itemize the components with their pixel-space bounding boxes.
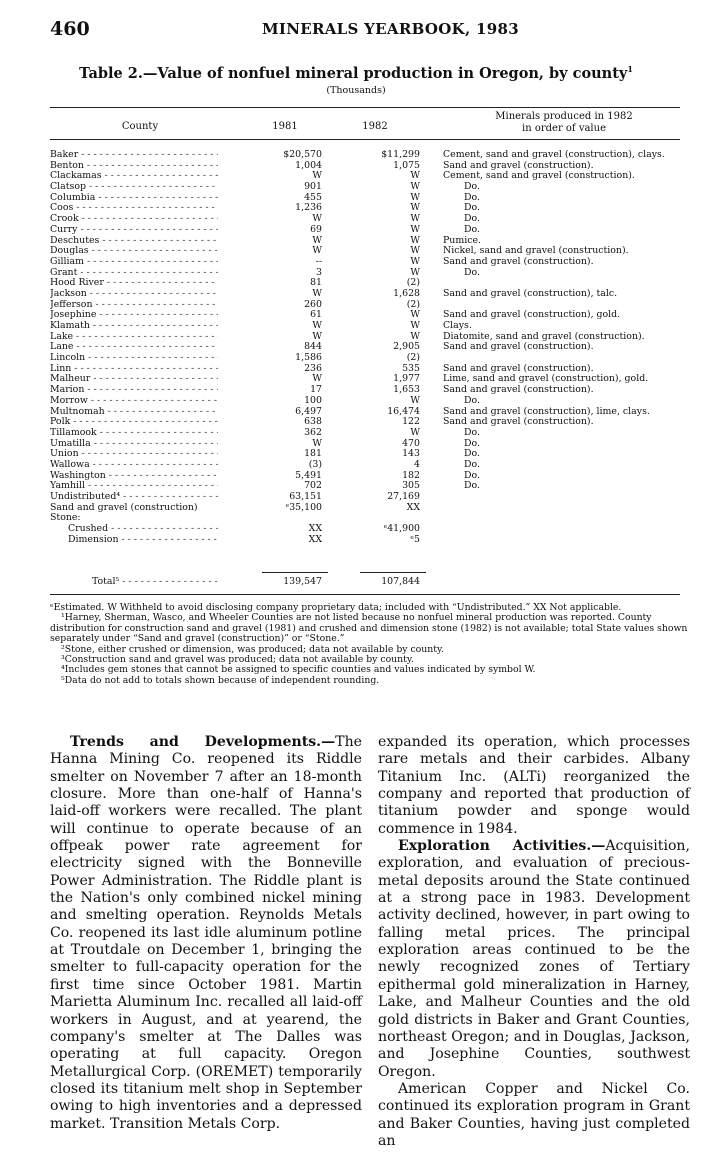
minerals-cell: Do. <box>464 181 480 193</box>
minerals-cell: Pumice. <box>443 234 482 246</box>
table-row <box>50 246 690 257</box>
minerals-cell: Do. <box>464 437 480 449</box>
minerals-cell: Diatomite, sand and gravel (construction). <box>443 330 645 342</box>
county-cell: Crook - - - <box>50 214 218 225</box>
paragraph-text: Acquisition, exploration, and evaluation of precious-metal deposits around the State continued at a strong pace in 1983. Development activity declined, however, in part owing to falling metal prices. The principal exploration areas continued to be the newly recognized zones of Tertiary epithermal gold mineralization in Harney, Lake, and Malheur Counties and the old gold districts in Baker and Grant Counties, northeast Oregon; and in Douglas, Jackson, and Josephine Counties, southwest Oregon. <box>378 838 690 1080</box>
table-row <box>50 428 690 439</box>
value-1982-cell: XX <box>406 501 420 513</box>
value-1982-cell: W <box>410 245 420 257</box>
table-row <box>50 460 690 471</box>
table-row <box>50 439 690 450</box>
value-1982-cell: W <box>410 255 420 267</box>
table-row <box>50 513 690 524</box>
county-cell: Columbia - - - <box>50 193 218 204</box>
minerals-cell: Do. <box>464 202 480 214</box>
county-cell: Benton - - - <box>50 161 218 172</box>
table-title <box>0 64 712 82</box>
value-1982-cell: 470 <box>402 437 420 449</box>
total-rule-1981 <box>262 572 328 573</box>
value-1982-cell: W <box>410 170 420 182</box>
value-1981-cell: 61 <box>310 309 322 321</box>
value-1981-cell: W <box>312 287 322 299</box>
table-header-rule <box>50 139 680 140</box>
value-1982-cell: 1,653 <box>393 384 420 396</box>
table-row <box>50 182 690 193</box>
table-row <box>50 396 690 407</box>
value-1982-cell: 1,977 <box>393 373 420 385</box>
county-cell: Sand and gravel (construction) <box>50 502 198 513</box>
value-1981-cell: 901 <box>304 181 322 193</box>
value-1981-cell: 5,491 <box>295 469 322 481</box>
minerals-cell: Do. <box>464 223 480 235</box>
table-row <box>50 385 690 396</box>
value-1981-cell: W <box>312 213 322 225</box>
value-1981-cell: XX <box>308 523 322 535</box>
minerals-cell: Nickel, sand and gravel (construction). <box>443 245 629 257</box>
county-cell: Umatilla - - - <box>50 439 218 450</box>
header-minerals-line2: in order of value <box>522 123 606 134</box>
value-1981-cell: W <box>312 245 322 257</box>
value-1982-cell: 2,905 <box>393 341 420 353</box>
value-1982-cell: 182 <box>402 469 420 481</box>
page-number: 460 <box>50 18 90 40</box>
table-row <box>50 171 690 182</box>
county-cell: Coos - - - <box>50 203 218 214</box>
paragraph-text: The Hanna Mining Co. reopened its Riddle smelter on November 7 after an 18-month closure. More than one-half of Hanna's laid-off workers were recalled. The plant will continue to operate because of an offpeak power rate agreement for electricity signed with the Bonneville Power Administration. The Riddle plant is the Nation's only combined nickel mining and smelting operation. Reynolds Metals Co. reopened its last idle aluminum potline at Troutdale on December 1, bringing the smelter to full-capacity operation for the first time since October 1981. Martin Marietta Aluminum Inc. recalled all laid-off workers in August, and at yearend, the company's smelter at The Dalles was operating at full capacity. Oregon Metallurgical Corp. (OREMET) temporarily closed its titanium melt shop in September owing to high inventories and a depressed market. Transition Metals Corp. <box>50 734 362 1132</box>
table-row <box>50 492 690 503</box>
value-1982-cell: ᵉ41,900 <box>383 523 420 535</box>
table-row <box>50 289 690 300</box>
value-1982-cell: W <box>410 234 420 246</box>
table-row <box>50 150 690 161</box>
minerals-cell: Do. <box>464 426 480 438</box>
value-1981-cell: 1,586 <box>295 352 322 364</box>
value-1981-cell: 260 <box>304 298 322 310</box>
value-1982-cell: W <box>410 394 420 406</box>
county-cell: Klamath - - - <box>50 321 218 332</box>
county-cell: Lane - - - <box>50 342 218 353</box>
total-1982: 107,844 <box>381 576 420 587</box>
county-cell: Clatsop - - - <box>50 182 218 193</box>
footnote: ⁵Data do not add to totals shown because of independent rounding. <box>61 674 380 686</box>
value-1981-cell: 638 <box>304 416 322 428</box>
value-1982-cell: W <box>410 191 420 203</box>
county-cell: Dimension - - - <box>68 535 218 546</box>
county-cell: Lincoln - - - <box>50 353 218 364</box>
value-1982-cell: W <box>410 330 420 342</box>
county-cell: Wallowa - - - <box>50 460 218 471</box>
value-1981-cell: 1,236 <box>295 202 322 214</box>
county-cell: Gilliam - - - <box>50 257 218 268</box>
value-1981-cell: 6,497 <box>295 405 322 417</box>
minerals-cell: Do. <box>464 469 480 481</box>
table-row <box>50 353 690 364</box>
minerals-cell: Clays. <box>443 320 472 331</box>
county-cell: Morrow - - - <box>50 396 218 407</box>
value-1981-cell: W <box>312 234 322 246</box>
value-1981-cell: 69 <box>310 223 322 235</box>
minerals-cell: Do. <box>464 448 480 460</box>
minerals-cell: Sand and gravel (construction). <box>443 384 594 396</box>
value-1982-cell: W <box>410 223 420 235</box>
minerals-cell: Cement, sand and gravel (construction), clays. <box>443 149 665 160</box>
footnote: ¹Harney, Sherman, Wasco, and Wheeler Counties are not listed because no nonfuel mineral production was reported. County distribution for construction sand and gravel (1981) and crushed and dimension stone (1982) is not available; total State values shown separately under “Sand and gravel (construction)” or “Stone.” <box>50 612 688 645</box>
county-cell: Yamhill - - - <box>50 481 218 492</box>
table-row <box>50 524 690 535</box>
section-heading: Exploration Activities.— <box>398 838 606 855</box>
value-1981-cell: 17 <box>310 384 322 396</box>
minerals-cell: Do. <box>464 394 480 406</box>
county-cell: Malheur - - - <box>50 374 218 385</box>
table-row <box>50 503 690 514</box>
total-rule-1982 <box>360 572 426 573</box>
value-1981-cell: W <box>312 437 322 449</box>
table-row <box>50 310 690 321</box>
county-cell: Baker - - - <box>50 150 218 161</box>
minerals-cell: Sand and gravel (construction), gold. <box>443 309 621 321</box>
county-cell: Linn - - - <box>50 364 218 375</box>
value-1981-cell: 702 <box>304 480 322 492</box>
footnote: ³Construction sand and gravel was produced; data not available by county. <box>61 654 414 666</box>
value-1982-cell: 143 <box>402 448 420 460</box>
value-1982-cell: W <box>410 426 420 438</box>
footnote: ²Stone, either crushed or dimension, was produced; data not available by county. <box>61 643 444 655</box>
value-1982-cell: ᵉ5 <box>410 533 420 545</box>
minerals-cell: Sand and gravel (construction), talc. <box>443 287 618 299</box>
minerals-cell: Do. <box>464 266 480 278</box>
county-cell: Tillamook - - - <box>50 428 218 439</box>
value-1981-cell: W <box>312 373 322 385</box>
header-county: County <box>121 121 159 132</box>
minerals-cell: Do. <box>464 480 480 492</box>
table-row <box>50 471 690 482</box>
table-row <box>50 374 690 385</box>
minerals-cell: Sand and gravel (construction). <box>443 341 594 353</box>
footnote: ᵉEstimated. W Withheld to avoid disclosing company proprietary data; included with “Undistributed.” XX Not applicable. <box>50 602 622 613</box>
value-1982-cell: W <box>410 320 420 331</box>
header-1982: 1982 <box>362 121 388 132</box>
value-1982-cell: W <box>410 202 420 214</box>
county-cell: Grant - - - <box>50 268 218 279</box>
value-1981-cell: 3 <box>316 266 322 278</box>
value-1982-cell: 535 <box>402 362 420 374</box>
minerals-cell: Do. <box>464 191 480 203</box>
header-1981: 1981 <box>272 121 298 132</box>
table-bottom-rule <box>50 594 680 595</box>
table-row <box>50 407 690 418</box>
footnotes <box>50 603 690 686</box>
value-1982-cell: 122 <box>402 416 420 428</box>
body-column-right <box>378 734 690 1150</box>
value-1981-cell: W <box>312 330 322 342</box>
table-title-footnote-ref: 1 <box>627 64 633 74</box>
value-1982-cell: (2) <box>406 277 420 289</box>
minerals-cell: Sand and gravel (construction). <box>443 255 594 267</box>
header-minerals-line1: Minerals produced in 1982 <box>495 111 633 122</box>
table-title-text: Table 2.—Value of nonfuel mineral production in Oregon, by county <box>79 64 628 82</box>
county-cell: Jefferson - - - <box>50 300 218 311</box>
value-1981-cell: $20,570 <box>283 149 322 160</box>
paragraph: expanded its operation, which processes rare metals and their carbides. Albany Titanium Inc. (ALTi) reorganized the company and reported that production of titanium powder and sponge would commence in 1984. <box>378 734 690 837</box>
value-1982-cell: 27,169 <box>387 491 420 502</box>
table-body <box>50 150 690 545</box>
value-1981-cell: -- <box>315 255 322 267</box>
value-1982-cell: 16,474 <box>387 405 420 417</box>
county-cell: Crushed - - - <box>68 524 218 535</box>
stone-label: Stone: <box>50 513 81 524</box>
value-1981-cell: 81 <box>310 277 322 289</box>
value-1982-cell: 1,628 <box>393 287 420 299</box>
county-cell: Hood River - - - <box>50 278 218 289</box>
value-1981-cell: 181 <box>304 448 322 460</box>
minerals-cell: Do. <box>464 213 480 225</box>
value-1981-cell: 455 <box>304 191 322 203</box>
table-row <box>50 268 690 279</box>
value-1982-cell: 4 <box>414 458 420 470</box>
value-1981-cell: (3) <box>308 458 322 470</box>
total-row <box>50 576 690 588</box>
section-heading: Trends and Developments.— <box>70 734 336 750</box>
county-cell: Curry - - - <box>50 225 218 236</box>
value-1981-cell: 1,004 <box>295 159 322 171</box>
county-cell: Lake - - - <box>50 332 218 343</box>
value-1982-cell: 305 <box>402 480 420 492</box>
table-row <box>50 342 690 353</box>
minerals-cell: Sand and gravel (construction). <box>443 362 594 374</box>
value-1981-cell: 362 <box>304 426 322 438</box>
value-1982-cell: $11,299 <box>381 149 420 160</box>
county-cell: Clackamas - - - <box>50 171 218 182</box>
value-1982-cell: (2) <box>406 298 420 310</box>
paragraph: American Copper and Nickel Co. continued its exploration program in Grant and Baker Counties, having just completed an <box>378 1080 690 1149</box>
value-1982-cell: 1,075 <box>393 159 420 171</box>
county-cell: Multnomah - - - <box>50 407 218 418</box>
body-column-left <box>50 734 362 1133</box>
minerals-cell: Sand and gravel (construction). <box>443 416 594 428</box>
table-row <box>50 481 690 492</box>
minerals-cell: Lime, sand and gravel (construction), gold. <box>443 373 649 385</box>
running-title: MINERALS YEARBOOK, 1983 <box>262 20 519 38</box>
value-1982-cell: W <box>410 213 420 225</box>
county-cell: Deschutes - - - <box>50 236 218 247</box>
value-1981-cell: 236 <box>304 362 322 374</box>
table-top-rule <box>50 107 680 108</box>
table-row <box>50 214 690 225</box>
value-1981-cell: 100 <box>304 394 322 406</box>
value-1981-cell: XX <box>308 533 322 545</box>
value-1981-cell: W <box>312 320 322 331</box>
total-1981: 139,547 <box>283 576 322 587</box>
minerals-cell: Cement, sand and gravel (construction). <box>443 170 635 182</box>
paragraph <box>50 734 362 1133</box>
total-label: Total⁵ - - - <box>92 576 218 588</box>
county-cell: Polk - - - <box>50 417 218 428</box>
table-row <box>50 332 690 343</box>
minerals-cell: Sand and gravel (construction), lime, clays. <box>443 405 650 417</box>
table-row <box>50 203 690 214</box>
value-1982-cell: W <box>410 181 420 193</box>
table-row <box>50 417 690 428</box>
footnote: ⁴Includes gem stones that cannot be assigned to specific counties and values indicated by symbol W. <box>61 664 536 676</box>
county-cell: Josephine - - - <box>50 310 218 321</box>
table-row <box>50 257 690 268</box>
table-row <box>50 449 690 460</box>
minerals-cell: Sand and gravel (construction). <box>443 159 594 171</box>
minerals-cell: Do. <box>464 458 480 470</box>
paragraph <box>378 838 690 1081</box>
county-cell: Washington - - - <box>50 471 218 482</box>
county-cell: Marion - - - <box>50 385 218 396</box>
county-cell: Douglas - - - <box>50 246 218 257</box>
county-cell: Jackson - - - <box>50 289 218 300</box>
value-1981-cell: ᵉ35,100 <box>285 501 322 513</box>
table-row <box>50 225 690 236</box>
table-unit: (Thousands) <box>326 85 386 96</box>
table-row <box>50 535 690 546</box>
value-1982-cell: W <box>410 309 420 321</box>
value-1981-cell: 63,151 <box>289 491 322 502</box>
county-cell: Union - - - <box>50 449 218 460</box>
table-row <box>50 193 690 204</box>
value-1981-cell: W <box>312 170 322 182</box>
value-1981-cell: 844 <box>304 341 322 353</box>
value-1982-cell: W <box>410 266 420 278</box>
county-cell: Undistributed⁴ - - - <box>50 492 218 503</box>
value-1982-cell: (2) <box>406 352 420 364</box>
